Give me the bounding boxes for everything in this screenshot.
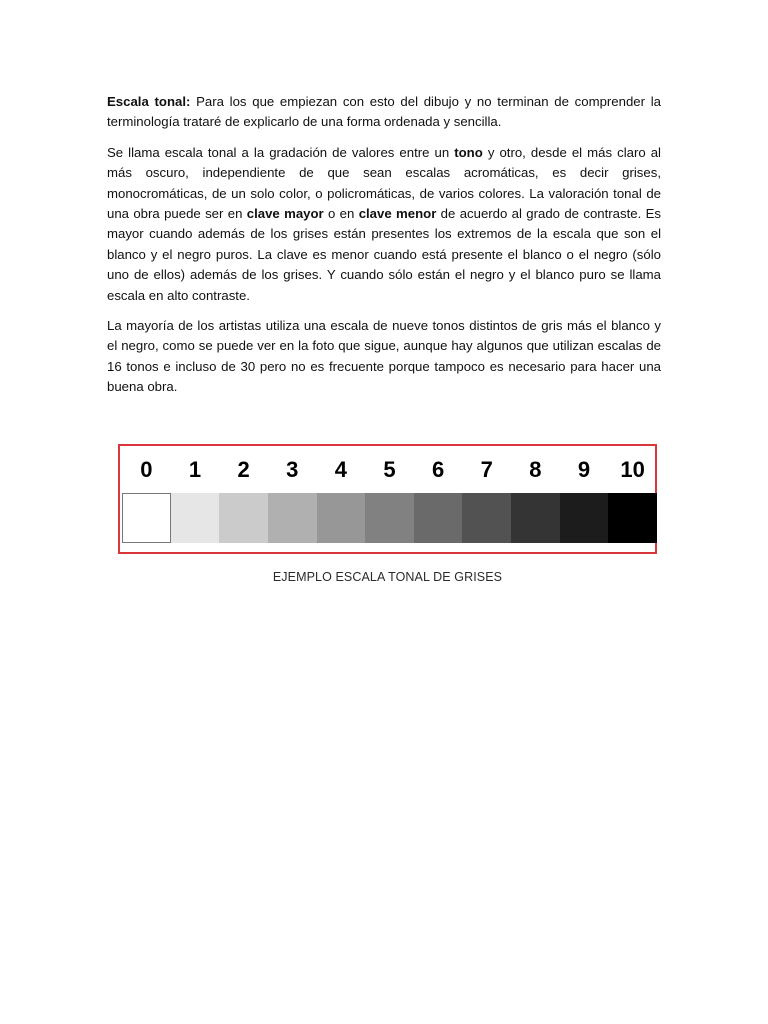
scale-number: 3 (286, 457, 299, 482)
tone-swatch (365, 493, 414, 543)
paragraph (107, 92, 661, 133)
text-run: La mayoría de los artistas utiliza una escala de nueve tonos distintos de gris más el blanco y el negro, como se puede ver en la foto que sigue, aunque hay algunos que utilizan escalas de 16 tonos e incluso de 30 pero no es frecuente porque tampoco es necesario para hacer una buena obra. (107, 318, 661, 395)
scale-number: 8 (529, 457, 542, 482)
scale-number: 2 (237, 457, 250, 482)
scale-number: 0 (140, 457, 153, 482)
bold-term: tono (454, 144, 483, 160)
text-run: de acuerdo al grado de contraste. Es mayor cuando además de los grises están presentes los extremos de la escala que son el blanco y el negro puros. La clave es menor cuando está presente el blanco o el negro (sólo uno de ellos) además de los grises. Y cuando sólo están el negro y el blanco puro se llama escala en alto contraste. (107, 206, 661, 303)
tone-swatch (414, 493, 463, 543)
scale-number: 5 (383, 457, 396, 482)
tone-swatch (511, 493, 560, 543)
scale-number-row (120, 452, 655, 488)
body-text (107, 92, 661, 408)
tonal-scale-figure (118, 444, 657, 554)
scale-swatch-row (122, 493, 657, 543)
text-run: y otro, desde el más claro al más oscuro, independiente de que sean escalas acromáticas, es decir grises, monocromáticas, de un solo color, o policromáticas, de varios colores. La valoración tonal de una obra puede ser en (107, 144, 661, 222)
bold-term: clave menor (358, 206, 437, 222)
paragraph (107, 143, 661, 306)
tone-swatch (608, 493, 657, 543)
tone-swatch (317, 493, 366, 543)
scale-number: 7 (480, 457, 493, 482)
tone-swatch (268, 493, 317, 543)
scale-number: 10 (620, 457, 645, 482)
tone-swatch (560, 493, 609, 543)
scale-number: 9 (577, 457, 591, 482)
bold-term: clave mayor (246, 206, 324, 222)
text-run: Se llama escala tonal a la gradación de valores entre un (107, 144, 455, 160)
tone-swatch (171, 493, 220, 543)
tone-swatch (462, 493, 511, 543)
scale-number: 4 (334, 457, 347, 482)
scale-number: 6 (432, 457, 445, 482)
tone-swatch (122, 493, 171, 543)
paragraph (107, 316, 661, 398)
bold-term: Escala tonal: (107, 94, 191, 109)
tone-swatch (219, 493, 268, 543)
scale-number: 1 (188, 457, 202, 482)
text-run: o en (323, 206, 359, 222)
figure-caption: EJEMPLO ESCALA TONAL DE GRISES (272, 570, 503, 584)
text-run: Para los que empiezan con esto del dibujo y no terminan de comprender la terminología trataré de explicarlo de una forma ordenada y sencilla. (107, 94, 662, 130)
